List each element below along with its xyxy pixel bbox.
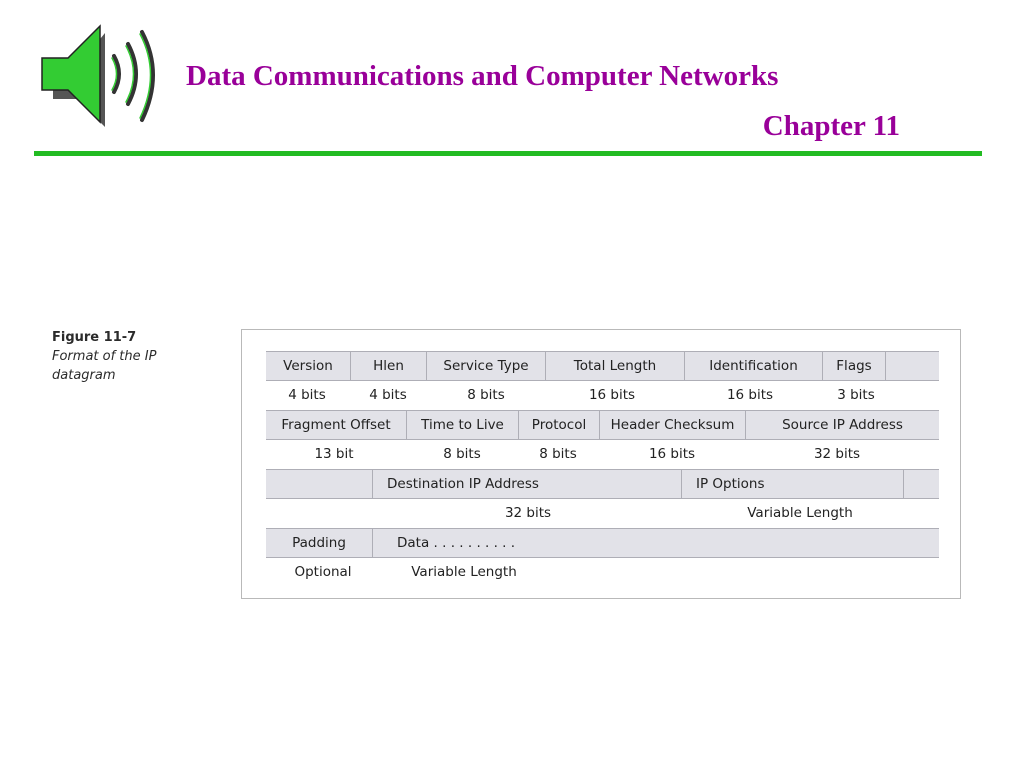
figure-caption bbox=[52, 328, 202, 385]
field-destination-ip-address: Destination IP Address bbox=[372, 470, 681, 498]
bits-ip-options: Variable Length bbox=[747, 505, 853, 521]
slide-title: Data Communications and Computer Networks bbox=[186, 60, 779, 92]
slide-subtitle: Chapter 11 bbox=[762, 110, 900, 142]
bits-padding: Optional bbox=[294, 564, 352, 580]
ip-datagram-figure bbox=[241, 329, 961, 599]
bits-protocol: 8 bits bbox=[539, 446, 577, 462]
field-padding: Padding bbox=[292, 535, 346, 551]
header-rule bbox=[34, 151, 982, 156]
datagram-row-3 bbox=[266, 469, 939, 499]
field-protocol: Protocol bbox=[518, 411, 599, 439]
bits-data: Variable Length bbox=[411, 564, 517, 580]
figure-description: Format of the IP datagram bbox=[52, 349, 157, 383]
field-identification: Identification bbox=[684, 352, 822, 380]
bits-version: 4 bits bbox=[288, 387, 326, 403]
field-hlen: Hlen bbox=[350, 352, 426, 380]
field-blank bbox=[885, 352, 939, 380]
bits-total-length: 16 bits bbox=[588, 387, 636, 403]
field-header-checksum: Header Checksum bbox=[599, 411, 745, 439]
bits-header-checksum: 16 bits bbox=[648, 446, 696, 462]
field-flags: Flags bbox=[822, 352, 885, 380]
field-total-length: Total Length bbox=[545, 352, 684, 380]
field-time-to-live: Time to Live bbox=[406, 411, 518, 439]
datagram-row-2 bbox=[266, 410, 939, 440]
field-version: Version bbox=[283, 358, 333, 374]
field-source-ip-address: Source IP Address bbox=[745, 411, 939, 439]
field-blank-left bbox=[266, 470, 372, 498]
datagram-row-1 bbox=[266, 351, 939, 381]
bits-service-type: 8 bits bbox=[467, 387, 505, 403]
field-service-type: Service Type bbox=[426, 352, 545, 380]
datagram-row-4 bbox=[266, 528, 939, 558]
bits-fragment-offset: 13 bit bbox=[314, 446, 354, 462]
bits-identification: 16 bits bbox=[726, 387, 774, 403]
bits-destination-ip-address: 32 bits bbox=[504, 505, 552, 521]
figure-number: Figure 11-7 bbox=[52, 330, 137, 345]
bits-hlen: 4 bits bbox=[369, 387, 407, 403]
bits-time-to-live: 8 bits bbox=[443, 446, 481, 462]
speaker-icon bbox=[40, 24, 170, 132]
bits-flags: 3 bits bbox=[837, 387, 875, 403]
field-blank-right bbox=[903, 470, 939, 498]
field-fragment-offset: Fragment Offset bbox=[281, 417, 391, 433]
field-data: Data . . . . . . . . . . bbox=[372, 529, 939, 557]
bits-source-ip-address: 32 bits bbox=[813, 446, 861, 462]
field-ip-options: IP Options bbox=[681, 470, 903, 498]
